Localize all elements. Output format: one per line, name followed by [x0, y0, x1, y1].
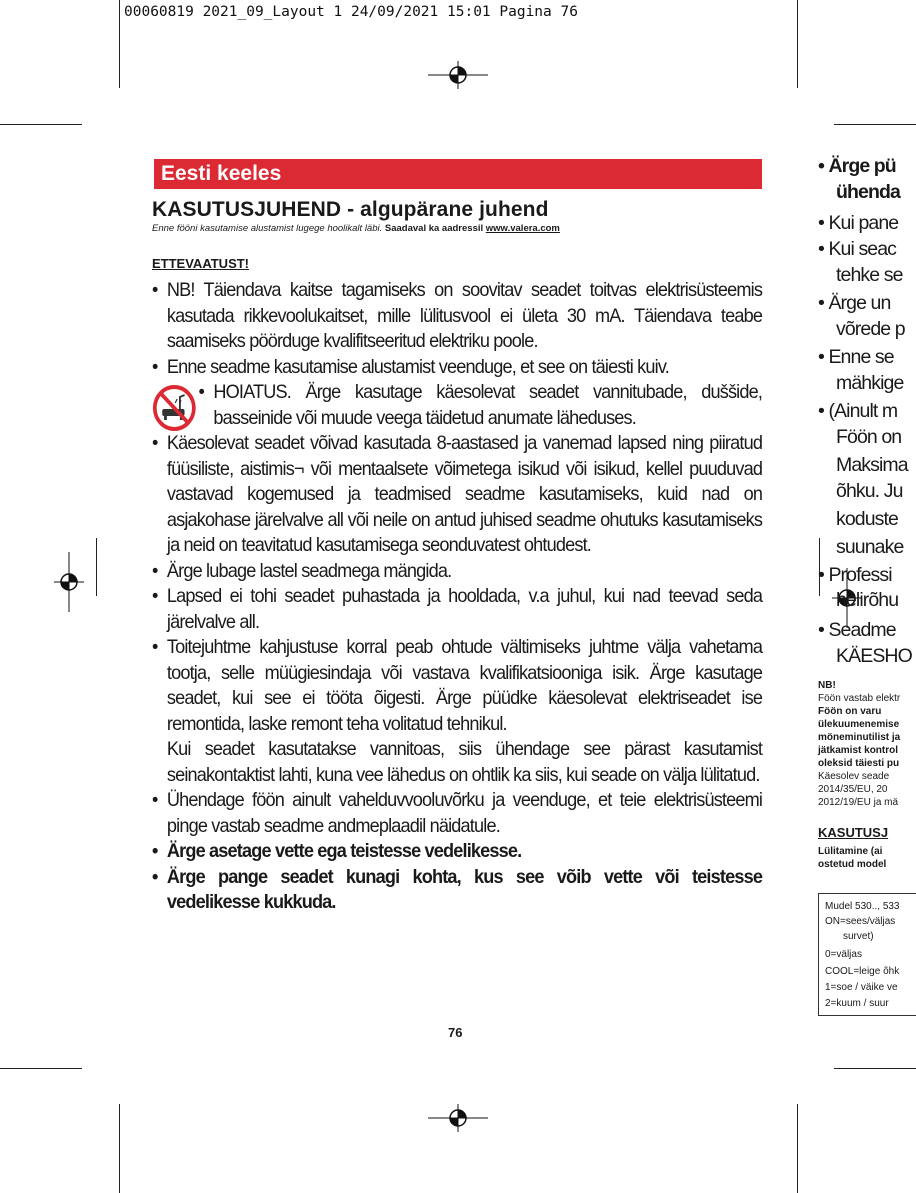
nb-line: Föön vastab elektr — [818, 693, 901, 704]
list-item-bold: • Ärge asetage vette ega teistesse vedelikesse. — [152, 840, 522, 862]
nb-line: Käesolev seade — [818, 771, 890, 782]
language-label: Eesti keeles — [161, 162, 282, 185]
list-item: • Toitejuhtme kahjustuse korral peab ohtude vältimiseks juhtme välja vahetama tootja, selle müügiesindaja või vastava kvalifikatsiooniga isik. Ärge kasutage seadet, kui see ei tööta õigesti. Ärge püüdke käesolevat elektriseadet ise remontida, laske remont teha volitatud tehnikul. — [152, 636, 763, 735]
right-line: võrede p — [836, 318, 905, 340]
list-item-bold: • Ärge pange seadet kunagi kohta, kus see võib vette või teistesse vedelikesse kukkuda. — [152, 865, 763, 913]
list-item: • Käesolevat seadet võivad kasutada 8-aastased ja vanemad lapsed ning piiratud füüsiliste, aistimis¬ või mentaalsete võimetega isikud või isikud, kellel puuduvad vastavad kogemused ja teadmised seadme kasutamiseks, kuid nad on asjakohase järelvalve all või neile on antud juhised seadme ohutuks kasutamiseks ja neid on teavitatud kasutamisega seonduvatest ohtudest. — [152, 432, 763, 556]
registration-mark-icon — [428, 1104, 488, 1132]
box-line: 0=väljas — [825, 949, 862, 960]
language-band — [154, 159, 762, 189]
crop-mark — [96, 538, 97, 596]
subtitle-note: Enne fööni kasutamise alustamist lugege hoolikalt läbi. — [152, 223, 383, 234]
crop-mark — [119, 1104, 120, 1193]
right-line: Föön on — [836, 426, 902, 448]
nb-line: ülekuumenemise — [818, 719, 900, 730]
right-line: • Seadme — [818, 619, 896, 641]
crop-mark — [797, 0, 798, 88]
nb-line: 2012/19/EU ja mä — [818, 797, 899, 808]
nb-line: jätkamist kontrol — [818, 745, 899, 756]
right-line: õhku. Ju — [836, 480, 903, 502]
list-item: • Ühendage föön ainult vahelduvvooluvõrku ja veenduge, et teie elektrisüsteemi pinge vastab seadme andmeplaadil näidatule. — [152, 789, 763, 837]
subtitle-available: Saadaval ka aadressil — [384, 223, 484, 234]
printer-slug: 00060819 2021_09_Layout 1 24/09/2021 15:01 Pagina 76 — [124, 4, 578, 20]
nb-line: möneminutilist ja — [818, 732, 901, 743]
box-line: ON=sees/väljas — [825, 916, 896, 927]
website-link[interactable]: www.valera.com — [485, 223, 560, 234]
main-column — [152, 278, 762, 916]
nb-heading: NB! — [818, 680, 836, 691]
list-item: • Lapsed ei tohi seadet puhastada ja hooldada, v.a juhul, kui nad teevad seda järelvalve all. — [152, 585, 763, 633]
right-line: helirõhu — [836, 589, 899, 611]
right-line: ühenda — [836, 181, 900, 203]
right-line: • (Ainult m — [818, 400, 898, 422]
no-bathtub-icon — [152, 384, 197, 432]
right-line: • Professi — [818, 564, 892, 586]
right-line: koduste — [836, 508, 898, 530]
right-line: • Kui seac — [818, 238, 897, 260]
right-line: • Ärge pü — [818, 155, 896, 177]
list-item: • Ärge lubage lastel seadmega mängida. — [152, 559, 452, 582]
list-item-continued: Kui seadet kasutatakse vannitoas, siis ühendage see pärast kasutamist seinakontaktist lahti, kuna vee lähedus on ohtlik ka siis, kui seade on välja lülitatud. — [166, 738, 763, 786]
subtitle — [152, 223, 560, 234]
registration-mark-icon — [428, 61, 488, 89]
box-line: survet) — [843, 931, 874, 942]
usage-heading: KASUTUSJ — [818, 825, 889, 840]
nb-line: 2014/35/EU, 20 — [818, 784, 888, 795]
crop-mark — [834, 124, 916, 125]
right-line: Maksima — [836, 454, 908, 476]
right-line: KÄESHO — [836, 645, 912, 667]
crop-mark — [0, 1068, 82, 1069]
list-item: • NB! Täiendava kaitse tagamiseks on soovitav seadet toitvas elektrisüsteemis kasutada rikkevoolukaitset, mille lülitusvool ei ületa 30 mA. Täiendava teabe saamiseks pöörduge kvalifitseeritud elektriku poole. — [152, 279, 763, 352]
box-line: 1=soe / väike ve — [825, 982, 898, 993]
usage-subline: ostetud model — [818, 859, 887, 870]
usage-subline: Lülitamine (ai — [818, 846, 883, 857]
warning-heading: ETTEVAATUST! — [152, 256, 250, 271]
right-line: mähkige — [836, 372, 904, 394]
crop-mark — [834, 1068, 916, 1069]
box-line: COOL=leige õhk — [825, 966, 900, 977]
right-line: • Enne se — [818, 346, 894, 368]
crop-mark — [0, 124, 82, 125]
right-line: • Kui pane — [818, 212, 899, 234]
box-line: 2=kuum / suur — [825, 998, 889, 1009]
right-line: suunake — [836, 536, 904, 558]
page-title: KASUTUSJUHEND - algupärane juhend — [152, 198, 549, 221]
nb-line: oleksid täiesti pu — [818, 758, 900, 769]
nb-line: Föön on varu — [818, 706, 882, 717]
right-line: • Ärge un — [818, 292, 891, 314]
crop-mark — [119, 0, 120, 88]
list-item-warning: • HOIATUS. Ärge kasutage käesolevat seadet vannitubade, duššide, basseinide või muude veega täidetud anumate läheduses. — [152, 380, 762, 431]
right-line: tehke se — [836, 264, 903, 286]
crop-mark — [797, 1104, 798, 1193]
list-item: • Enne seadme kasutamise alustamist veenduge, et see on täiesti kuiv. — [152, 355, 669, 378]
page-number: 76 — [448, 1025, 463, 1040]
registration-mark-icon — [54, 552, 84, 612]
box-line: Mudel 530.., 533 — [825, 901, 900, 912]
model-box — [818, 893, 916, 1016]
